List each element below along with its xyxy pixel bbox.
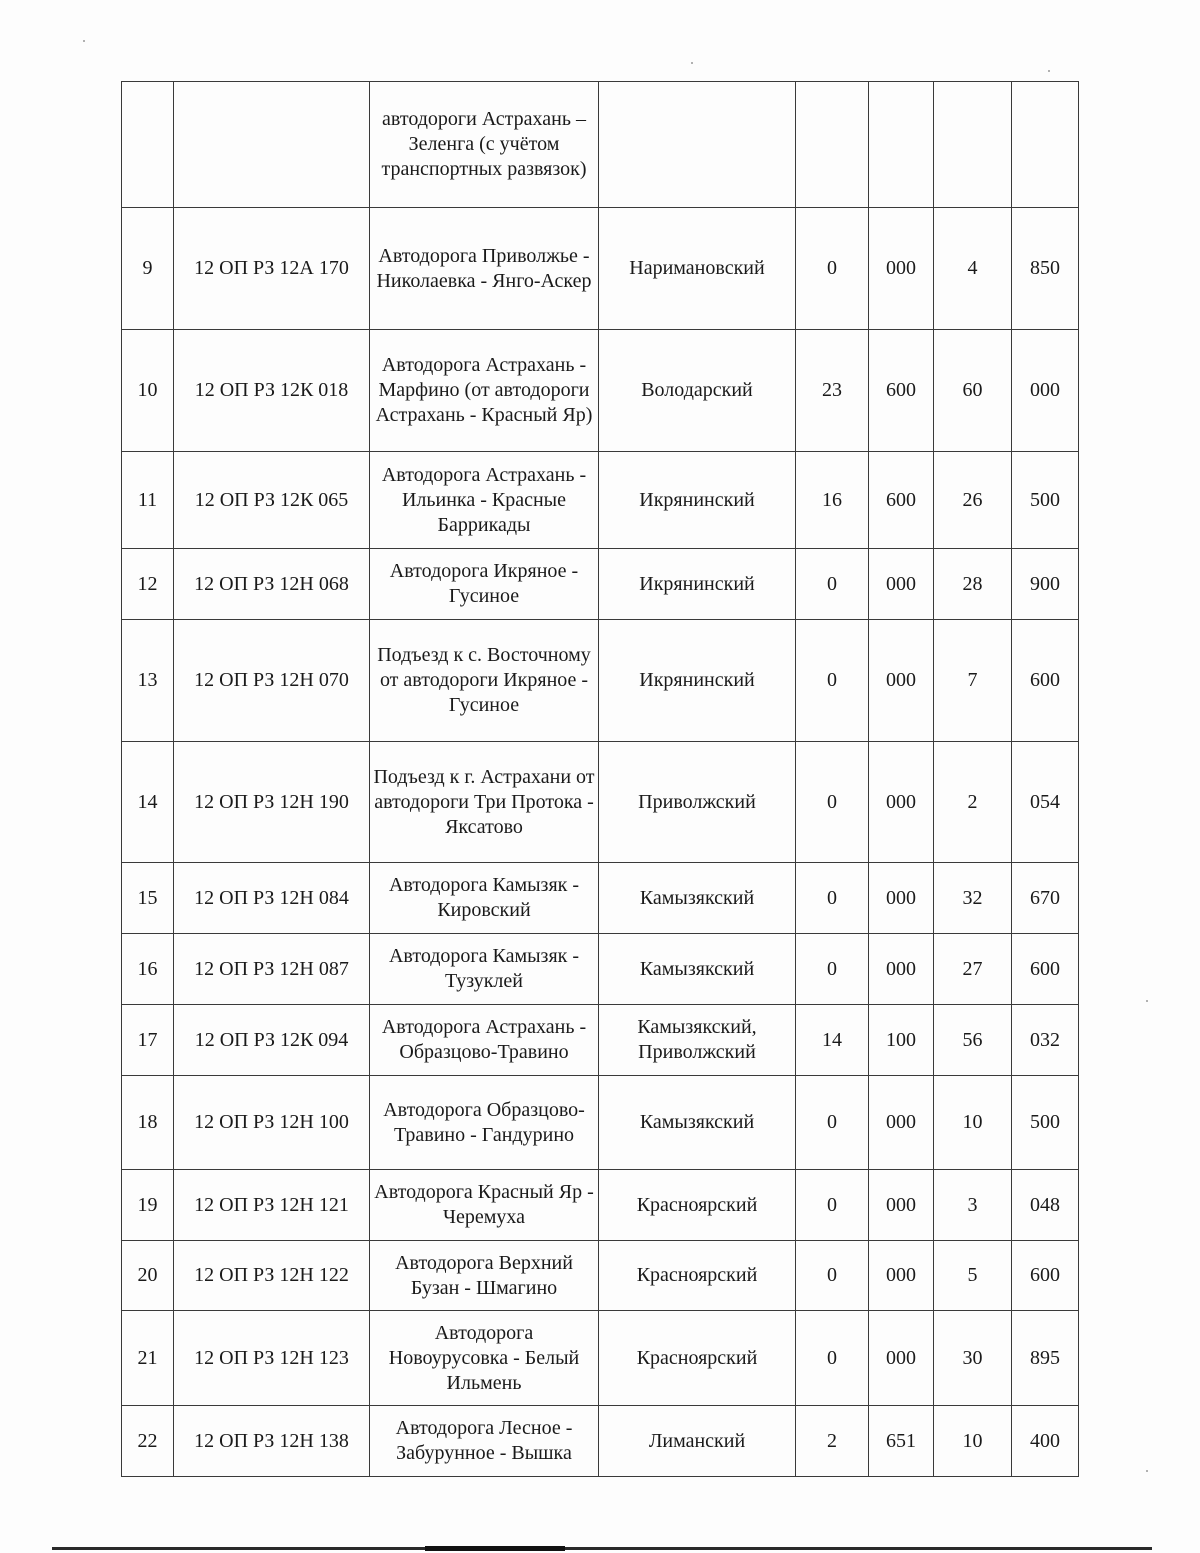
cell-code: 12 ОП РЗ 12Н 100	[174, 1076, 370, 1170]
cell-code: 12 ОП РЗ 12А 170	[174, 208, 370, 330]
cell-district: Лиманский	[599, 1406, 796, 1477]
cell-district: Камызякский, Приволжский	[599, 1005, 796, 1076]
cell-start-km: 14	[796, 1005, 869, 1076]
cell-end-m: 048	[1012, 1170, 1079, 1241]
cell-district: Икрянинский	[599, 620, 796, 742]
cell-code: 12 ОП РЗ 12Н 068	[174, 549, 370, 620]
cell-end-km: 56	[934, 1005, 1012, 1076]
cell-end-km: 27	[934, 934, 1012, 1005]
cell-road-name: Автодорога Красный Яр - Черемуха	[370, 1170, 599, 1241]
cell-district: Икрянинский	[599, 452, 796, 549]
cell-end-m: 850	[1012, 208, 1079, 330]
cell-start-km: 0	[796, 1311, 869, 1406]
page-bottom-rule-mark	[425, 1546, 565, 1551]
cell-end-m: 600	[1012, 620, 1079, 742]
cell-end-km: 26	[934, 452, 1012, 549]
cell-start-km: 16	[796, 452, 869, 549]
cell-end-m: 895	[1012, 1311, 1079, 1406]
cell-end-km: 28	[934, 549, 1012, 620]
cell-code: 12 ОП РЗ 12Н 190	[174, 742, 370, 863]
cell-num: 22	[122, 1406, 174, 1477]
table-row	[122, 1311, 1079, 1406]
cell-district: Красноярский	[599, 1311, 796, 1406]
cell-code: 12 ОП РЗ 12Н 122	[174, 1241, 370, 1311]
cell-start-km: 0	[796, 208, 869, 330]
cell-district: Красноярский	[599, 1170, 796, 1241]
cell-end-m: 900	[1012, 549, 1079, 620]
roads-table	[121, 81, 1079, 1477]
table-row	[122, 1241, 1079, 1311]
table-row	[122, 620, 1079, 742]
cell-start-km: 0	[796, 1241, 869, 1311]
cell-start-m: 651	[869, 1406, 934, 1477]
cell-road-name: Автодорога Верхний Бузан - Шмагино	[370, 1241, 599, 1311]
table-row	[122, 208, 1079, 330]
table-row	[122, 742, 1079, 863]
cell-end-km	[934, 82, 1012, 208]
cell-district: Икрянинский	[599, 549, 796, 620]
cell-road-name: Автодорога Астрахань - Ильинка - Красные Баррикады	[370, 452, 599, 549]
table-row	[122, 452, 1079, 549]
cell-end-m: 600	[1012, 1241, 1079, 1311]
cell-num: 14	[122, 742, 174, 863]
cell-end-km: 4	[934, 208, 1012, 330]
cell-road-name: Подъезд к г. Астрахани от автодороги Три Протока - Яксатово	[370, 742, 599, 863]
cell-end-km: 30	[934, 1311, 1012, 1406]
cell-end-km: 60	[934, 330, 1012, 452]
cell-code: 12 ОП РЗ 12Н 070	[174, 620, 370, 742]
cell-road-name: Автодорога Астрахань - Марфино (от автодороги Астрахань - Красный Яр)	[370, 330, 599, 452]
cell-end-m: 600	[1012, 934, 1079, 1005]
cell-district: Камызякский	[599, 1076, 796, 1170]
cell-code: 12 ОП РЗ 12К 065	[174, 452, 370, 549]
cell-code: 12 ОП РЗ 12Н 084	[174, 863, 370, 934]
scan-speck	[1146, 1470, 1148, 1472]
cell-end-m	[1012, 82, 1079, 208]
table-row	[122, 549, 1079, 620]
cell-num: 11	[122, 452, 174, 549]
cell-road-name: автодороги Астрахань – Зеленга (с учётом транспортных развязок)	[370, 82, 599, 208]
table-row	[122, 330, 1079, 452]
cell-end-km: 3	[934, 1170, 1012, 1241]
cell-start-m: 100	[869, 1005, 934, 1076]
cell-start-m: 000	[869, 208, 934, 330]
cell-road-name: Подъезд к с. Восточному от автодороги Икряное - Гусиное	[370, 620, 599, 742]
cell-start-m: 000	[869, 1170, 934, 1241]
cell-road-name: Автодорога Образцово-Травино - Гандурино	[370, 1076, 599, 1170]
cell-end-km: 5	[934, 1241, 1012, 1311]
cell-num: 10	[122, 330, 174, 452]
cell-code: 12 ОП РЗ 12Н 123	[174, 1311, 370, 1406]
page-bottom-rule	[52, 1547, 1152, 1550]
cell-start-m: 000	[869, 1241, 934, 1311]
cell-start-km: 0	[796, 863, 869, 934]
cell-start-km: 0	[796, 1170, 869, 1241]
cell-num: 12	[122, 549, 174, 620]
cell-road-name: Автодорога Новоурусовка - Белый Ильмень	[370, 1311, 599, 1406]
scan-speck	[1048, 70, 1050, 72]
cell-start-m: 000	[869, 1311, 934, 1406]
cell-end-m: 000	[1012, 330, 1079, 452]
cell-district: Володарский	[599, 330, 796, 452]
cell-num: 19	[122, 1170, 174, 1241]
cell-start-m: 000	[869, 934, 934, 1005]
cell-end-m: 500	[1012, 1076, 1079, 1170]
cell-start-m: 000	[869, 549, 934, 620]
cell-start-km	[796, 82, 869, 208]
scan-speck	[83, 40, 85, 42]
cell-start-m: 000	[869, 742, 934, 863]
cell-code: 12 ОП РЗ 12К 018	[174, 330, 370, 452]
cell-start-m: 600	[869, 330, 934, 452]
cell-code: 12 ОП РЗ 12Н 138	[174, 1406, 370, 1477]
table-body	[122, 82, 1079, 1477]
table-row	[122, 934, 1079, 1005]
cell-start-km: 0	[796, 1076, 869, 1170]
cell-end-m: 032	[1012, 1005, 1079, 1076]
cell-start-m: 600	[869, 452, 934, 549]
cell-start-m	[869, 82, 934, 208]
cell-start-km: 0	[796, 934, 869, 1005]
cell-road-name: Автодорога Лесное - Забурунное - Вышка	[370, 1406, 599, 1477]
cell-code: 12 ОП РЗ 12К 094	[174, 1005, 370, 1076]
cell-end-km: 32	[934, 863, 1012, 934]
cell-start-km: 23	[796, 330, 869, 452]
cell-end-km: 7	[934, 620, 1012, 742]
cell-district: Камызякский	[599, 863, 796, 934]
table-row	[122, 82, 1079, 208]
cell-end-km: 10	[934, 1406, 1012, 1477]
cell-road-name: Автодорога Приволжье - Николаевка - Янго-Аскер	[370, 208, 599, 330]
cell-start-m: 000	[869, 863, 934, 934]
cell-start-km: 0	[796, 620, 869, 742]
cell-district: Красноярский	[599, 1241, 796, 1311]
table-row	[122, 1406, 1079, 1477]
cell-code: 12 ОП РЗ 12Н 087	[174, 934, 370, 1005]
cell-end-m: 670	[1012, 863, 1079, 934]
cell-start-m: 000	[869, 620, 934, 742]
cell-end-km: 10	[934, 1076, 1012, 1170]
cell-start-km: 0	[796, 549, 869, 620]
cell-code: 12 ОП РЗ 12Н 121	[174, 1170, 370, 1241]
cell-district: Наримановский	[599, 208, 796, 330]
cell-num: 9	[122, 208, 174, 330]
cell-road-name: Автодорога Камызяк - Кировский	[370, 863, 599, 934]
cell-district	[599, 82, 796, 208]
table-row	[122, 1170, 1079, 1241]
cell-num: 21	[122, 1311, 174, 1406]
table-row	[122, 1076, 1079, 1170]
cell-district: Приволжский	[599, 742, 796, 863]
cell-end-m: 054	[1012, 742, 1079, 863]
cell-num: 16	[122, 934, 174, 1005]
cell-num: 17	[122, 1005, 174, 1076]
cell-num: 18	[122, 1076, 174, 1170]
cell-road-name: Автодорога Камызяк - Тузуклей	[370, 934, 599, 1005]
table-row	[122, 1005, 1079, 1076]
cell-road-name: Автодорога Астрахань - Образцово-Травино	[370, 1005, 599, 1076]
cell-num: 20	[122, 1241, 174, 1311]
cell-start-km: 2	[796, 1406, 869, 1477]
scan-speck	[1146, 1000, 1148, 1002]
cell-code	[174, 82, 370, 208]
cell-end-km: 2	[934, 742, 1012, 863]
cell-start-km: 0	[796, 742, 869, 863]
cell-num: 13	[122, 620, 174, 742]
table-row	[122, 863, 1079, 934]
cell-start-m: 000	[869, 1076, 934, 1170]
cell-num	[122, 82, 174, 208]
scan-speck	[691, 62, 693, 64]
cell-end-m: 400	[1012, 1406, 1079, 1477]
cell-num: 15	[122, 863, 174, 934]
cell-district: Камызякский	[599, 934, 796, 1005]
cell-road-name: Автодорога Икряное - Гусиное	[370, 549, 599, 620]
cell-end-m: 500	[1012, 452, 1079, 549]
